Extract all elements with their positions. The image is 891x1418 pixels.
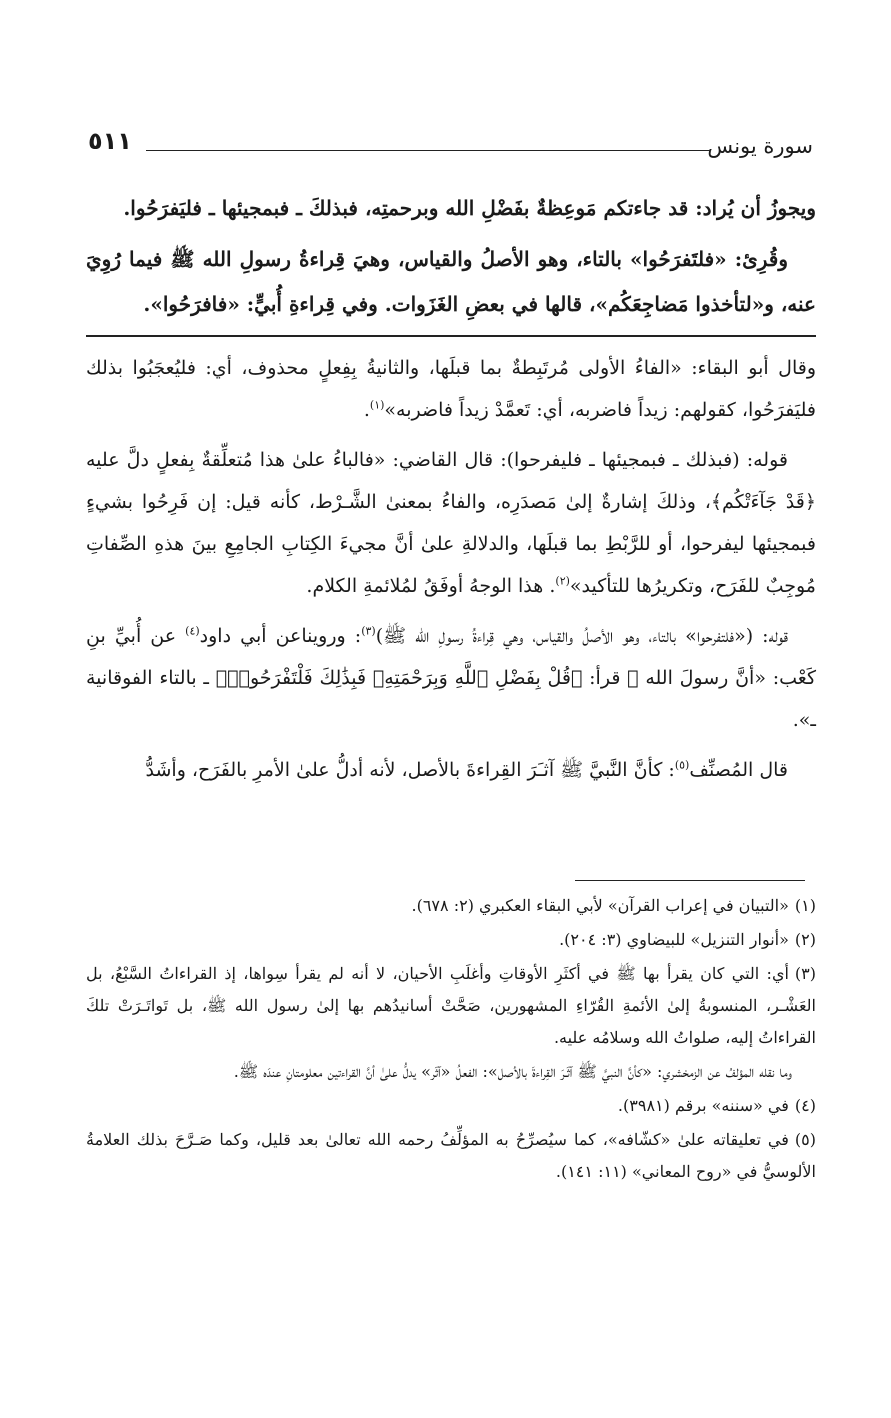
footnote-ref: (٢) <box>555 574 570 588</box>
commentary-text: قال المُصنِّف <box>689 759 788 781</box>
footnote-ref: (٥) <box>674 758 690 772</box>
commentary-text: . <box>363 399 370 421</box>
page-header <box>88 124 813 164</box>
footnote-4 <box>86 1090 816 1122</box>
commentary-text: وقال أبو البقاء: «الفاءُ الأولى مُرتَبِطةٌ بما قبلَها، والثانيةُ بِفِعلٍ محذوف، أي: فليُعجَبُوا بذلك فليَفرَحُوا، كقولهم: زيداً فاضربه، أي: تَعمَّدْ زيداً فاضربه» <box>86 357 816 421</box>
footnote-number: (٢) <box>794 930 816 949</box>
footnote-number: (٣) <box>794 964 816 983</box>
footnote-3-continuation: وما نقله المؤلفُ عن الزمخشري: «كأنَّ النبيَّ ﷺ آثَـرَ القِراءةَ بالأصل»: الفعلُ «آثَر» يدلُّ علىٰ أنَّ القراءتين معلومتانِ عندَه ﷺ. <box>233 1062 792 1081</box>
commentary-paragraph-2 <box>86 439 816 607</box>
footnote-ref: (٣) <box>361 624 376 638</box>
footnote-number: (١) <box>794 896 816 915</box>
commentary-text: : كأنَّ النَّبيَّ ﷺ آثـَرَ القِراءةَ بالأصل، لأنه أدلُّ علىٰ الأمرِ بالفَرَح، وأشَدُّ <box>145 759 675 781</box>
footnote-1 <box>86 890 816 922</box>
footnote-number: (٤) <box>794 1096 816 1115</box>
commentary-text: عن أُبيِّ بنِ كَعْب: «أنَّ رسولَ الله ﷺ قرأ: ﴿قُلْ بِفَضْلِ ٱللَّهِ وَبِرَحْمَتِهِۦ فَبِذَٰلِكَ فَلْتَفْرَحُوا۟﴾ ـ بالتاء الفوقانية ـ». <box>86 625 816 731</box>
footnote-text: في «سننه» برقم (٣٩٨١). <box>617 1096 789 1115</box>
footnote-5 <box>86 1124 816 1188</box>
page-number: ٥١١ <box>88 127 132 155</box>
footnote-3 <box>86 958 816 1054</box>
text-commentary-divider <box>86 335 816 337</box>
commentary-text: : ورويناعن أبي داود <box>199 625 362 647</box>
commentary-text: قوله: («فلتفرحوا» بالتاء، وهو الأصلُ والقياس، وهي قِراءةُ رسولِ الله ﷺ) <box>375 625 789 647</box>
footnote-ref: (٤) <box>185 624 200 638</box>
page-content <box>86 186 816 799</box>
footnote-2 <box>86 924 816 956</box>
commentary-paragraph-3 <box>86 615 816 741</box>
footnote-rule <box>575 880 805 881</box>
main-text-paragraph-1: ويجوزُ أن يُراد: قد جاءتكم مَوعِظةٌ بفَضْلِ الله وبرحمتِه، فبذلكَ ـ فبمجيئها ـ فليَفرَحُوا. <box>123 196 816 220</box>
surah-title: سورة يونس <box>707 134 813 158</box>
header-rule <box>146 150 711 151</box>
main-text-paragraph-2: وقُرِئ: «فلتَفرَحُوا» بالتاء، وهو الأصلُ والقياس، وهيَ قِراءةُ رسولِ الله ﷺ فيما رُوِيَ عنه، و«لتأخذوا مَضاجِعَكُم»، قالها في بعضِ الغَزَوات. وفي قِراءةِ أُبيٍّ: «فافرَحُوا». <box>86 247 816 316</box>
footnote-text: «أنوار التنزيل» للبيضاوي (٣: ٢٠٤). <box>559 930 789 949</box>
footnote-ref: (١) <box>369 398 385 412</box>
footnote-text: «التبيان في إعراب القرآن» لأبي البقاء العكبري (٢: ٦٧٨). <box>411 896 789 915</box>
footnotes <box>86 890 816 1190</box>
commentary-paragraph-1 <box>86 347 816 431</box>
commentary-paragraph-4 <box>86 749 816 791</box>
commentary-text: قوله: (فبذلك ـ فبمجيئها ـ فليفرحوا): قال القاضي: «فالباءُ علىٰ هذا مُتعلِّقةٌ بِفعلٍ دلَّ عليه ﴿قَدْ جَآءَتْكُم﴾، وذلكَ إشارةٌ إلىٰ مَصدَرِه، والفاءُ بمعنىٰ الشَّـرْط، كأنه قيل: إن فَرِحُوا بشيءٍ فبمجيئها ليفرحوا، أو للرَّبْطِ بما قبلَها، والدلالةِ علىٰ أنَّ مجيءَ الكِتابِ الجامِعِ بينَ هذهِ الصِّفاتِ مُوجِبٌ للفَرَح، وتكريرُها للتأكيد» <box>86 449 816 597</box>
footnote-text: في تعليقاته علىٰ «كشّافه»، كما سيُصرِّحُ به المؤلِّفُ رحمه الله تعالىٰ بعد قليل، وكما صَـرَّحَ بذلك العلامةُ الألوسيُّ في «روح المعاني» (١١: ١٤١). <box>86 1130 816 1181</box>
commentary-text: . هذا الوجهُ أوفَقُ لمُلائمةِ الكلام. <box>306 575 556 597</box>
footnote-number: (٥) <box>794 1130 816 1149</box>
footnote-text: أي: التي كان يقرأ بها ﷺ في أكثَرِ الأوقاتِ وأغلَبِ الأحيان، لا أنه لم يقرأ سِواها، إذ القراءاتُ السَّبْعُ، بل العَشْـر، المنسوبةُ إلىٰ الأئمةِ القُرّاءِ المشهورين، صَحَّتْ أسانيدُهم بها إلىٰ رسول الله ﷺ، بل تَواتَـرَتْ تلكَ القراءاتُ إليه، صلواتُ الله وسلامُه عليه. <box>86 964 816 1047</box>
